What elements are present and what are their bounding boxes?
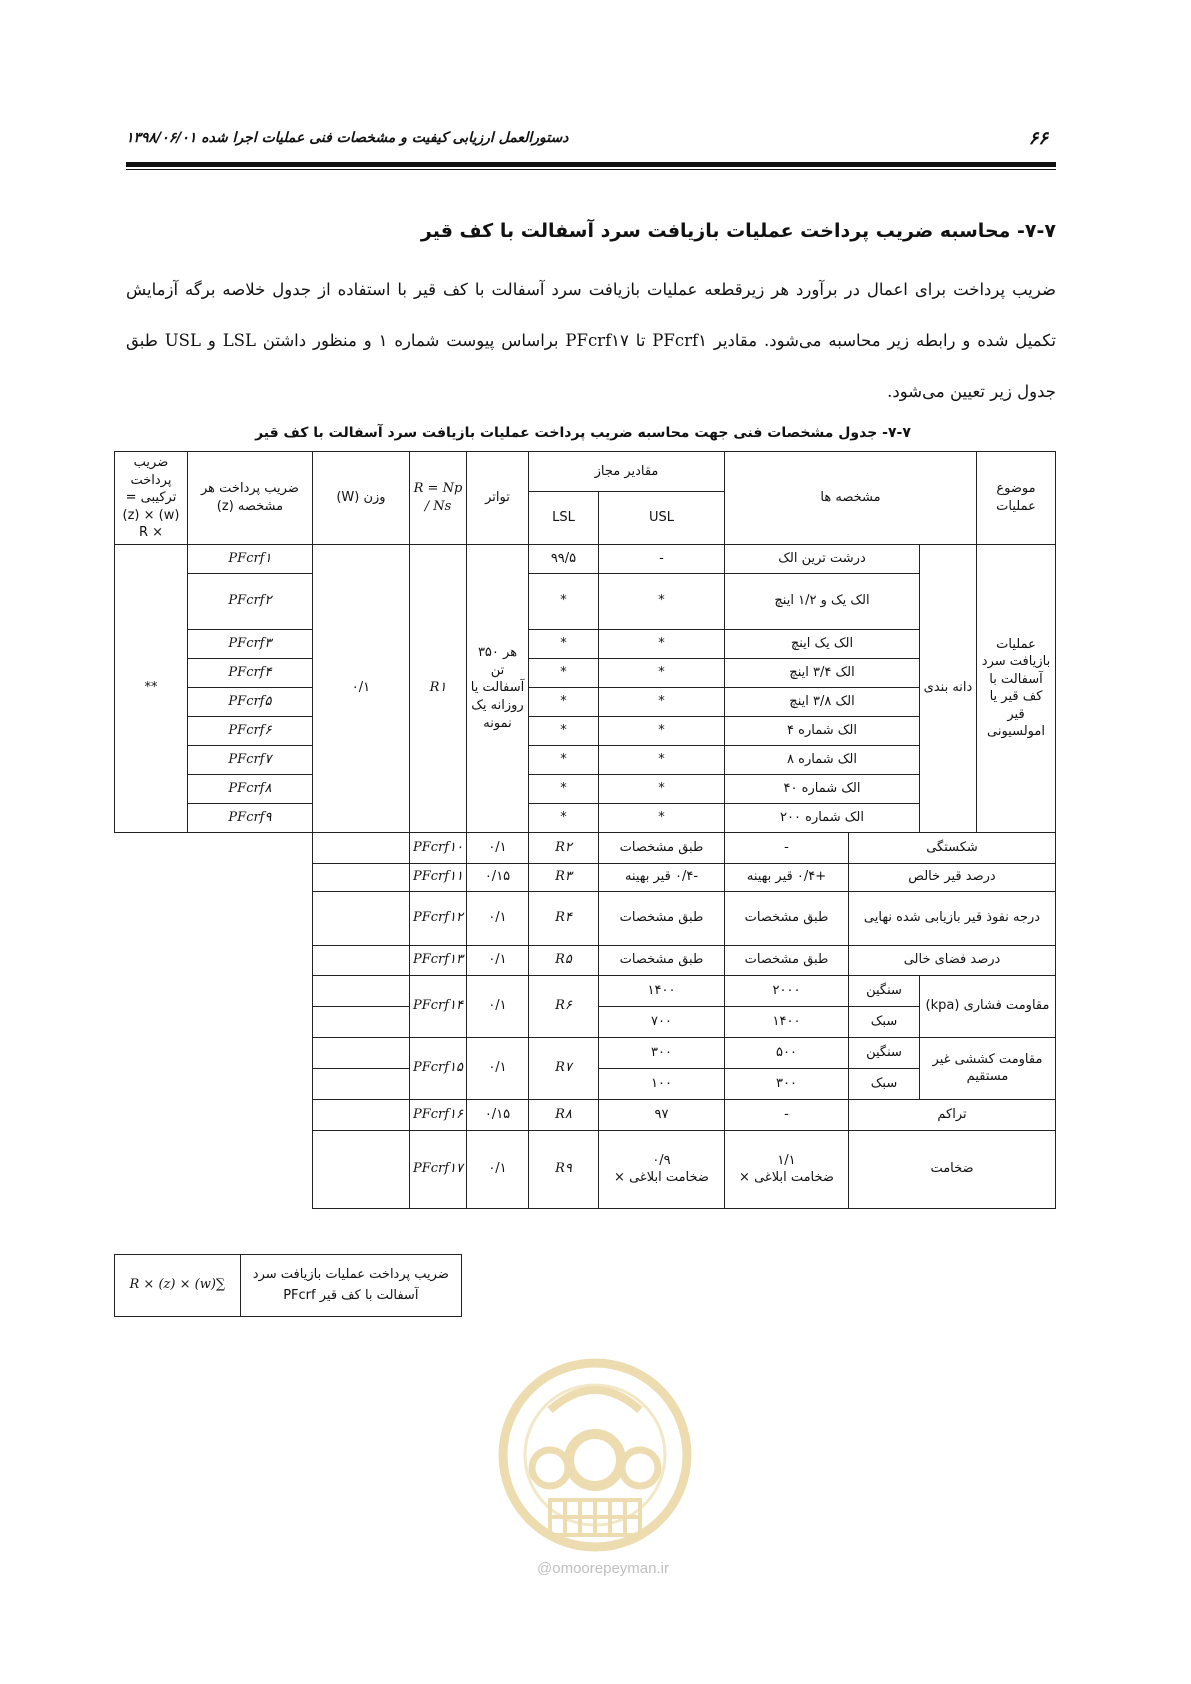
- tensile-pf: PFcrf۱۵: [409, 1037, 466, 1099]
- grading-usl: *: [599, 687, 725, 716]
- simple-weight: ۰/۱: [467, 945, 529, 975]
- table-caption: ۷-۷- جدول مشخصات فنی جهت محاسبه ضریب پرداخت عملیات بازیافت سرد آسفالت با کف قیر: [255, 425, 911, 441]
- table-row: [115, 832, 1056, 863]
- simple-lsl: طبق مشخصات: [599, 891, 725, 945]
- header-subject: موضوع عملیات: [977, 452, 1056, 545]
- table-row: [115, 687, 1056, 716]
- grading-pf: PFcrf۹: [187, 803, 312, 832]
- compressive-heavy-usl: ۲۰۰۰: [725, 975, 849, 1006]
- grading-spec: الک ۳/۴ اینچ: [725, 658, 920, 687]
- compaction-pf: PFcrf۱۶: [409, 1099, 466, 1130]
- grading-pf: PFcrf۸: [187, 774, 312, 803]
- simple-spec: درصد فضای خالی: [849, 945, 1056, 975]
- simple-rows: [115, 832, 1056, 975]
- summary-row: [115, 1255, 462, 1317]
- tensile-label: مقاومت کششی غیر مستقیم: [920, 1037, 1056, 1099]
- header-rule-thick: [126, 162, 1056, 167]
- grading-pf: PFcrf۱: [187, 544, 312, 573]
- thickness-lsl-note: ضخامت ابلاغی ×: [614, 1170, 709, 1186]
- compressive-light: سبک: [849, 1006, 920, 1037]
- tensile-heavy-usl: ۵۰۰: [725, 1037, 849, 1068]
- table-row: [115, 774, 1056, 803]
- grading-group: دانه بندی: [920, 544, 977, 832]
- grading-spec: الک شماره ۲۰۰: [725, 803, 920, 832]
- thickness-combined: [312, 1130, 409, 1208]
- compaction-usl: -: [725, 1099, 849, 1130]
- header-pf-combined: ضریب پرداخت ترکیبی = (w) × (z) × R: [115, 452, 188, 545]
- tensile-heavy-lsl: ۳۰۰: [599, 1037, 725, 1068]
- grading-lsl: *: [529, 658, 599, 687]
- simple-pf: PFcrf۱۰: [409, 832, 466, 863]
- header-rule-thin: [126, 169, 1056, 170]
- summary-label: ضریب پرداخت عملیات بازیافت سرد آسفالت با کف قیر PFcrf: [240, 1255, 461, 1317]
- thickness-usl-value: ۱/۱: [777, 1152, 796, 1168]
- tensile-weight: ۰/۱: [467, 1037, 529, 1099]
- grading-spec: الک ۳/۸ اینچ: [725, 687, 920, 716]
- table-row: [115, 975, 1056, 1006]
- table-row: [115, 1037, 1056, 1068]
- subject-cell: عملیات بازیافت سرد آسفالت با کف قیر یا قیر امولسیونی: [977, 544, 1056, 832]
- table-row: [115, 544, 1056, 573]
- thickness-usl-note: ضخامت ابلاغی ×: [739, 1170, 834, 1186]
- simple-lsl: طبق مشخصات: [599, 832, 725, 863]
- grading-lsl: *: [529, 629, 599, 658]
- grading-usl: *: [599, 629, 725, 658]
- grading-pf: PFcrf۶: [187, 716, 312, 745]
- grading-usl: -: [599, 544, 725, 573]
- simple-r: R۵: [529, 945, 599, 975]
- compaction-spec: تراکم: [849, 1099, 1056, 1130]
- grading-spec: الک شماره ۸: [725, 745, 920, 774]
- grading-spec: الک یک و ۱/۲ اینچ: [725, 573, 920, 629]
- compressive-pf: PFcrf۱۴: [409, 975, 466, 1037]
- section-heading: ۷-۷- محاسبه ضریب پرداخت عملیات بازیافت سرد آسفالت با کف قیر: [420, 220, 1056, 242]
- header-specs: مشخصه ها: [725, 452, 977, 545]
- watermark-seal-icon: [490, 1350, 700, 1560]
- simple-combined: [312, 832, 409, 863]
- simple-usl: طبق مشخصات: [725, 945, 849, 975]
- simple-usl: +۰/۴ قیر بهینه: [725, 863, 849, 891]
- watermark-text: @omoorepeyman.ir: [537, 1560, 669, 1577]
- table-row: [115, 629, 1056, 658]
- header-pf-each: ضریب پرداخت هر مشخصه (z): [187, 452, 312, 545]
- grading-usl: *: [599, 774, 725, 803]
- simple-weight: ۰/۱: [467, 891, 529, 945]
- grading-spec: درشت ترین الک: [725, 544, 920, 573]
- simple-r: R۳: [529, 863, 599, 891]
- tensile-heavy: سنگین: [849, 1037, 920, 1068]
- compressive-heavy-lsl: ۱۴۰۰: [599, 975, 725, 1006]
- compaction-combined: [312, 1099, 409, 1130]
- table-row: [115, 573, 1056, 629]
- grading-pf: PFcrf۷: [187, 745, 312, 774]
- compressive-r: R۶: [529, 975, 599, 1037]
- thickness-usl: [725, 1130, 849, 1208]
- grading-lsl: *: [529, 774, 599, 803]
- tensile-light-usl: ۳۰۰: [725, 1068, 849, 1099]
- simple-pf: PFcrf۱۲: [409, 891, 466, 945]
- grading-lsl: *: [529, 716, 599, 745]
- grading-spec: الک یک اینچ: [725, 629, 920, 658]
- grading-lsl: *: [529, 687, 599, 716]
- grading-rows: [115, 544, 1056, 832]
- tensile-combined-1: [312, 1037, 409, 1068]
- table-row: [115, 1130, 1056, 1208]
- simple-spec: شکستگی: [849, 832, 1056, 863]
- simple-spec: درصد قیر خالص: [849, 863, 1056, 891]
- grading-usl: *: [599, 745, 725, 774]
- compressive-light-lsl: ۷۰۰: [599, 1006, 725, 1037]
- compressive-heavy: سنگین: [849, 975, 920, 1006]
- compressive-combined-2: [312, 1006, 409, 1037]
- simple-combined: [312, 863, 409, 891]
- grading-r: R۱: [409, 544, 466, 832]
- grading-lsl: *: [529, 573, 599, 629]
- tensile-light-lsl: ۱۰۰: [599, 1068, 725, 1099]
- grading-pf: PFcrf۲: [187, 573, 312, 629]
- thickness-r: R۹: [529, 1130, 599, 1208]
- grading-spec: الک شماره ۴: [725, 716, 920, 745]
- header-lsl: LSL: [529, 492, 599, 544]
- spec-table: [114, 451, 1056, 1209]
- header-ratio: R = Np / Ns: [409, 452, 466, 545]
- grading-usl: *: [599, 573, 725, 629]
- table-row: [115, 863, 1056, 891]
- tensile-r: R۷: [529, 1037, 599, 1099]
- grading-pf: PFcrf۳: [187, 629, 312, 658]
- simple-pf: PFcrf۱۳: [409, 945, 466, 975]
- simple-r: R۴: [529, 891, 599, 945]
- grading-combined: **: [115, 544, 188, 832]
- simple-pf: PFcrf۱۱: [409, 863, 466, 891]
- simple-combined: [312, 891, 409, 945]
- page-number: ۶۶: [1028, 128, 1048, 149]
- summary-table: [114, 1254, 462, 1317]
- compaction-lsl: ۹۷: [599, 1099, 725, 1130]
- simple-spec: درجه نفوذ قیر بازیابی شده نهایی: [849, 891, 1056, 945]
- grading-lsl: *: [529, 803, 599, 832]
- table-row: [115, 891, 1056, 945]
- document-title: دستورالعمل ارزیابی کیفیت و مشخصات فنی عملیات اجرا شده ۱۳۹۸/۰۶/۰۱: [126, 130, 569, 146]
- simple-usl: -: [725, 832, 849, 863]
- simple-lsl: طبق مشخصات: [599, 945, 725, 975]
- grading-usl: *: [599, 716, 725, 745]
- grading-pf: PFcrf۵: [187, 687, 312, 716]
- table-row: [115, 658, 1056, 687]
- header-allowed: مقادیر مجاز: [529, 452, 725, 492]
- grading-weight: ۰/۱: [312, 544, 409, 832]
- table-row: [115, 1099, 1056, 1130]
- thickness-spec: ضخامت: [849, 1130, 1056, 1208]
- grading-lsl: *: [529, 745, 599, 774]
- grading-usl: *: [599, 658, 725, 687]
- simple-usl: طبق مشخصات: [725, 891, 849, 945]
- compaction-weight: ۰/۱۵: [467, 1099, 529, 1130]
- thickness-pf: PFcrf۱۷: [409, 1130, 466, 1208]
- compressive-weight: ۰/۱: [467, 975, 529, 1037]
- header-weight: وزن (W): [312, 452, 409, 545]
- summary-formula: ∑(w) × (z) × R: [115, 1255, 241, 1317]
- header-frequency: تواتر: [467, 452, 529, 545]
- compressive-light-usl: ۱۴۰۰: [725, 1006, 849, 1037]
- compaction-r: R۸: [529, 1099, 599, 1130]
- simple-lsl: -۰/۴ قیر بهینه: [599, 863, 725, 891]
- thickness-lsl: [599, 1130, 725, 1208]
- table-row: [115, 803, 1056, 832]
- grading-spec: الک شماره ۴۰: [725, 774, 920, 803]
- table-row: [115, 945, 1056, 975]
- tensile-light: سبک: [849, 1068, 920, 1099]
- grading-usl: *: [599, 803, 725, 832]
- header-row-1: [115, 452, 1056, 492]
- thickness-weight: ۰/۱: [467, 1130, 529, 1208]
- grading-pf: PFcrf۴: [187, 658, 312, 687]
- compressive-combined-1: [312, 975, 409, 1006]
- simple-r: R۲: [529, 832, 599, 863]
- header-usl: USL: [599, 492, 725, 544]
- table-row: [115, 716, 1056, 745]
- tensile-combined-2: [312, 1068, 409, 1099]
- simple-weight: ۰/۱۵: [467, 863, 529, 891]
- section-paragraph: ضریب پرداخت برای اعمال در برآورد هر زیرقطعه عملیات بازیافت سرد آسفالت با کف قیر با استفاده از جدول خلاصه برگه آزمایش تکمیل شده و رابطه زیر محاسبه می‌شود. مقادیر PFcrf۱ تا PFcrf۱۷ براساس پیوست شماره ۱ و منظور داشتن LSL و USL طبق جدول زیر تعیین می‌شود.: [126, 280, 1056, 401]
- frequency-cell: هر ۳۵۰ تن آسفالت یا روزانه یک نمونه: [467, 544, 529, 832]
- page-header: [126, 128, 1056, 152]
- table-row: [115, 745, 1056, 774]
- simple-weight: ۰/۱: [467, 832, 529, 863]
- compressive-label: مقاومت فشاری (kpa): [920, 975, 1056, 1037]
- grading-lsl: ۹۹/۵: [529, 544, 599, 573]
- simple-combined: [312, 945, 409, 975]
- thickness-lsl-value: ۰/۹: [652, 1152, 671, 1168]
